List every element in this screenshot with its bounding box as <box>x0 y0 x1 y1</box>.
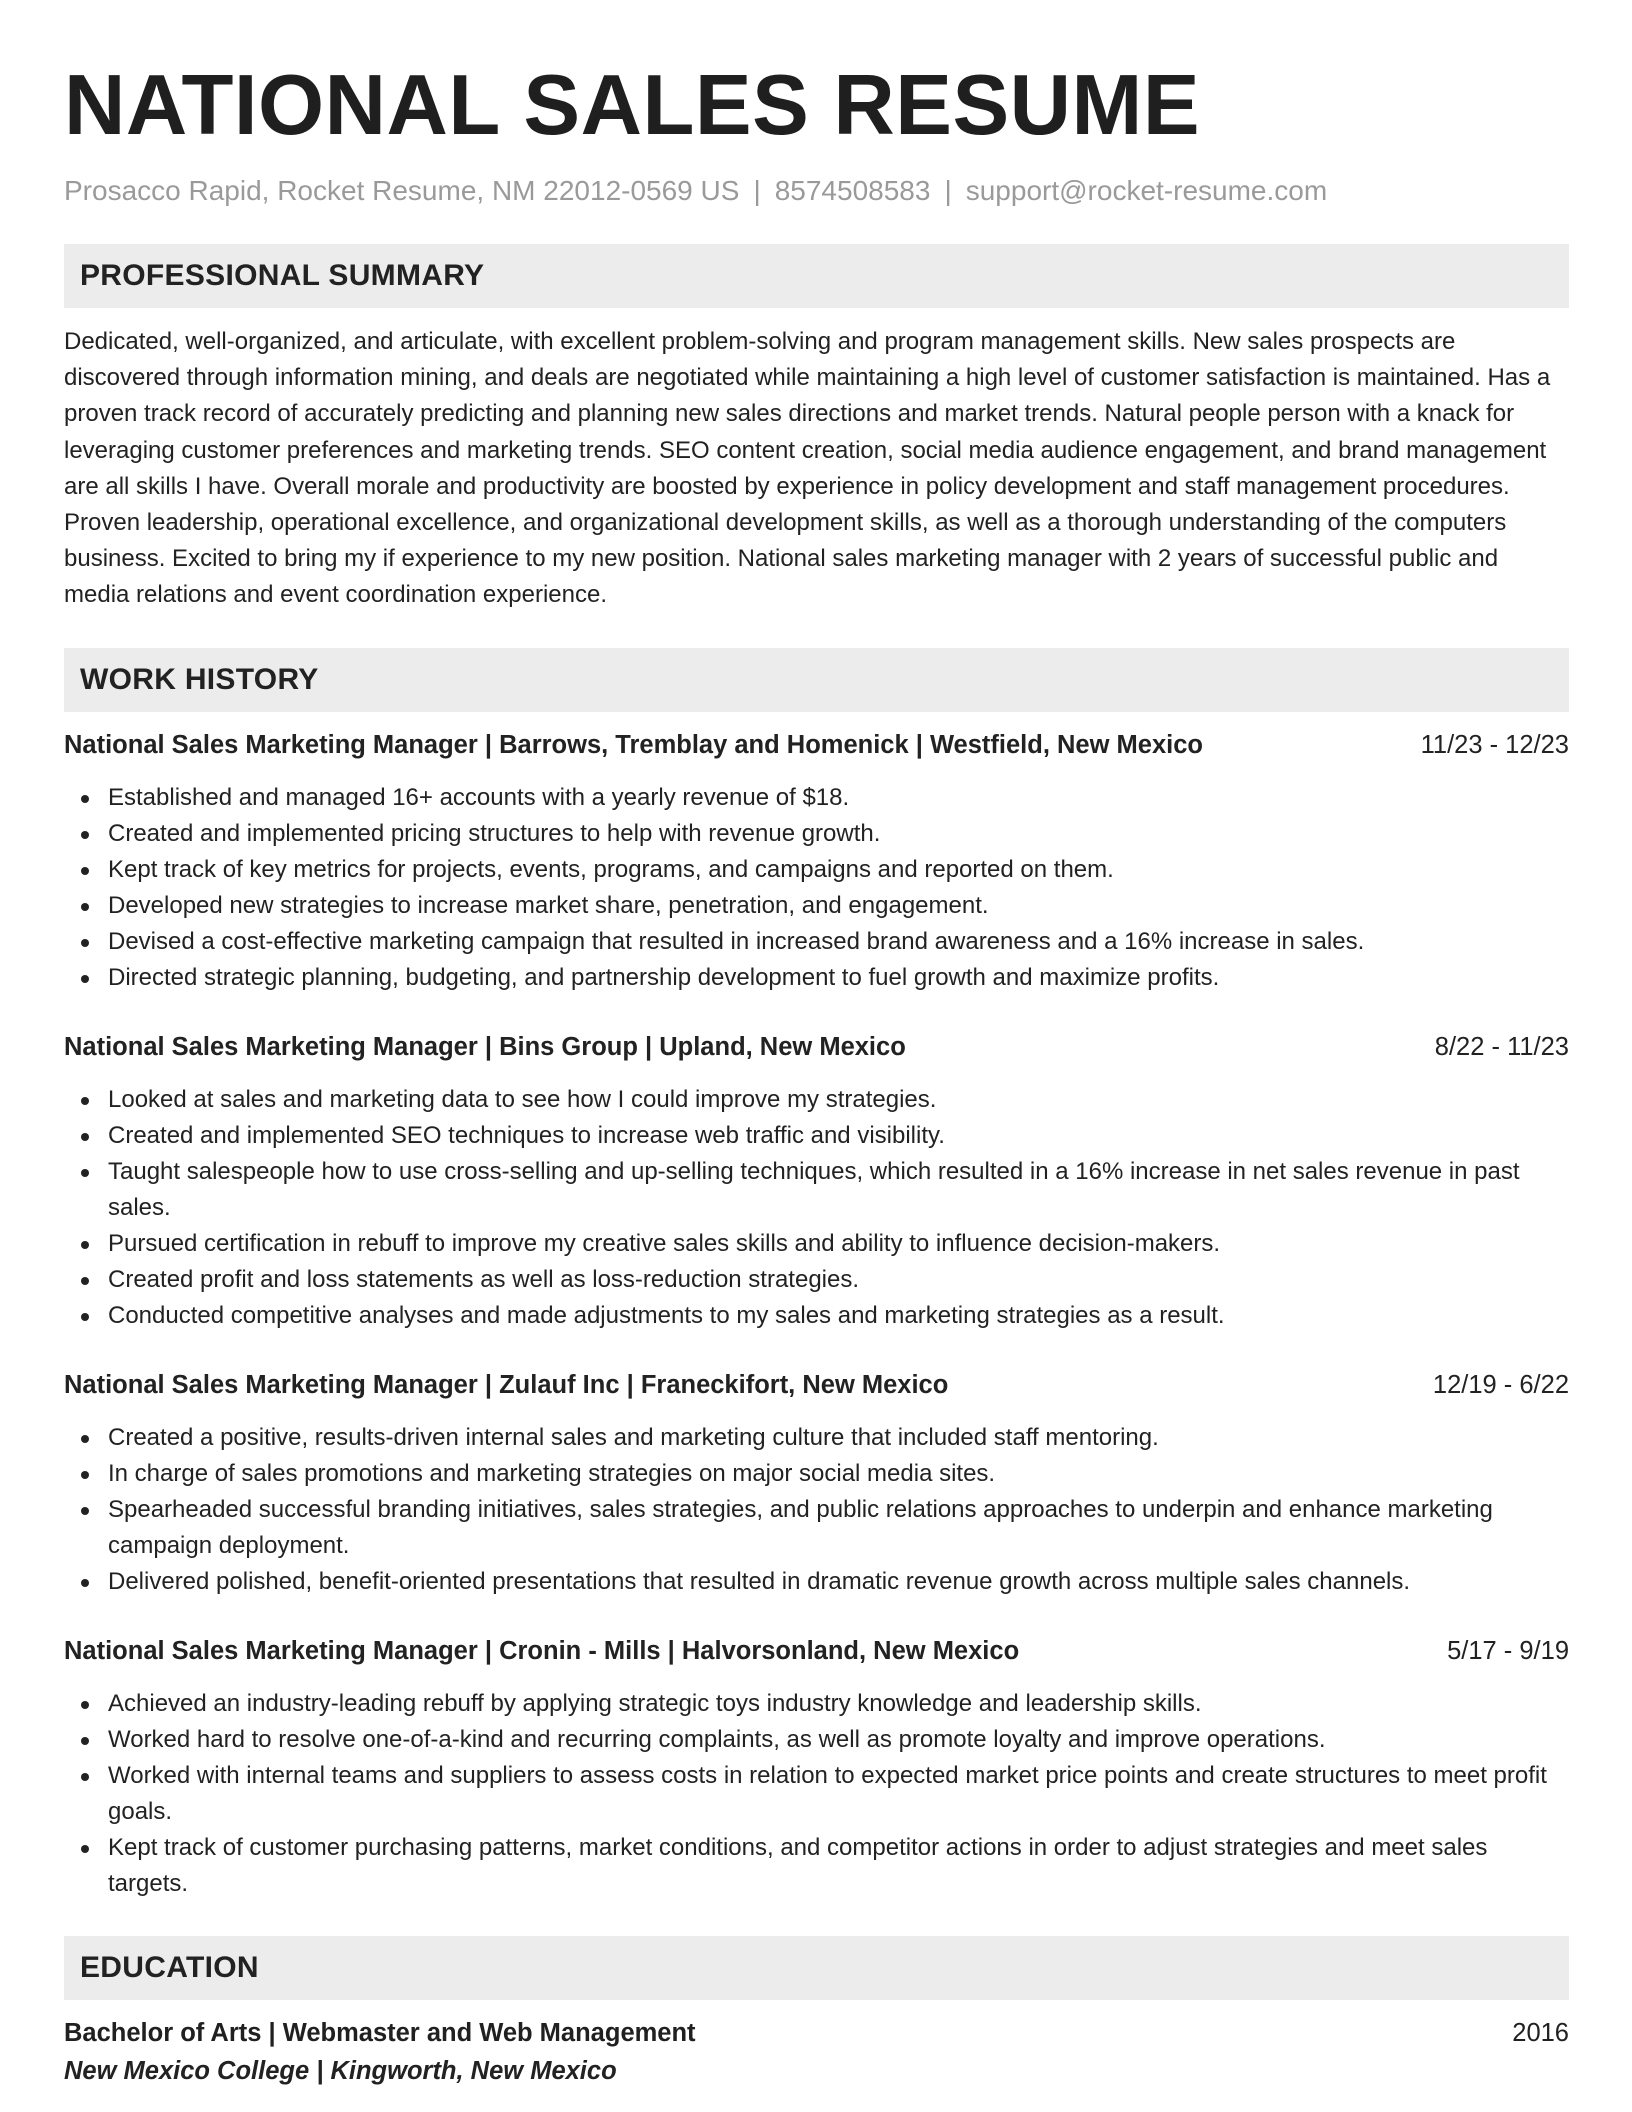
bullet-text: Devised a cost-effective marketing campaign that resulted in increased brand awareness and a 16% increase in sales. <box>108 927 1365 955</box>
bullet-item <box>108 780 1569 816</box>
bullet-item <box>108 1118 1569 1154</box>
bullet-item <box>108 1262 1569 1298</box>
bullet-text: Created and implemented pricing structures to help with revenue growth. <box>108 819 881 847</box>
bullet-item <box>108 852 1569 888</box>
education-header <box>64 2016 1569 2050</box>
bullet-icon <box>81 831 89 839</box>
job-bullets <box>64 1082 1569 1334</box>
contact-separator: | <box>944 175 952 206</box>
bullet-item <box>108 924 1569 960</box>
bullet-icon <box>81 1435 89 1443</box>
contact-line <box>64 174 1569 208</box>
bullet-text: Conducted competitive analyses and made adjustments to my sales and marketing strategies as a result. <box>108 1301 1225 1329</box>
bullet-item <box>108 816 1569 852</box>
job-dates: 8/22 - 11/23 <box>1434 1032 1569 1061</box>
job-dates: 5/17 - 9/19 <box>1447 1636 1569 1665</box>
bullet-item <box>108 1564 1569 1600</box>
section-header-work-history: WORK HISTORY <box>64 648 1569 712</box>
bullet-text: Kept track of customer purchasing patterns, market conditions, and competitor actions in order to adjust strategies and meet sales targets. <box>108 1833 1488 1897</box>
bullet-item <box>108 1830 1569 1902</box>
job-header <box>64 728 1569 762</box>
bullet-item <box>108 1492 1569 1564</box>
bullet-icon <box>81 867 89 875</box>
job-dates: 12/19 - 6/22 <box>1432 1370 1569 1399</box>
bullet-text: Established and managed 16+ accounts with a yearly revenue of $18. <box>108 783 850 811</box>
job-header <box>64 1634 1569 1668</box>
bullet-text: Taught salespeople how to use cross-selling and up-selling techniques, which resulted in a 16% increase in net sales revenue in past sales. <box>108 1157 1520 1221</box>
job-title: National Sales Marketing Manager | Barrows, Tremblay and Homenick | Westfield, New Mexico <box>64 730 1203 759</box>
bullet-text: Delivered polished, benefit-oriented presentations that resulted in dramatic revenue growth across multiple sales channels. <box>108 1567 1411 1595</box>
bullet-item <box>108 1686 1569 1722</box>
job-entry <box>64 1368 1569 1600</box>
resume-title: NATIONAL SALES RESUME <box>64 58 1201 153</box>
job-entry <box>64 1634 1569 1902</box>
bullet-icon <box>81 795 89 803</box>
job-entry <box>64 1030 1569 1334</box>
education-year: 2016 <box>1512 2018 1569 2047</box>
bullet-item <box>108 1154 1569 1226</box>
bullet-icon <box>81 903 89 911</box>
bullet-item <box>108 1082 1569 1118</box>
bullet-text: Directed strategic planning, budgeting, and partnership development to fuel growth and maximize profits. <box>108 963 1220 991</box>
bullet-item <box>108 1226 1569 1262</box>
job-bullets <box>64 1420 1569 1600</box>
bullet-icon <box>81 975 89 983</box>
bullet-text: Achieved an industry-leading rebuff by applying strategic toys industry knowledge and leadership skills. <box>108 1689 1202 1717</box>
bullet-text: Created and implemented SEO techniques to increase web traffic and visibility. <box>108 1121 945 1149</box>
summary-text: Dedicated, well-organized, and articulate, with excellent problem-solving and program management skills. New sales prospects are discovered through information mining, and deals are negotiated while maintaining a high level of customer satisfaction is maintained. Has a proven track record of accurately predicting and planning new sales directions and market trends. Natural people person with a knack for leveraging customer preferences and marketing trends. SEO content creation, social media audience engagement, and brand management are all skills I have. Overall morale and productivity are boosted by experience in policy development and staff management procedures. Proven leadership, operational excellence, and organizational development skills, as well as a thorough understanding of the computers business. Excited to bring my if experience to my new position. National sales marketing manager with 2 years of successful public and media relations and event coordination experience. <box>64 328 1551 609</box>
bullet-item <box>108 1722 1569 1758</box>
bullet-item <box>108 1758 1569 1830</box>
education-degree: Bachelor of Arts | Webmaster and Web Management <box>64 2018 696 2047</box>
bullet-text: Created a positive, results-driven internal sales and marketing culture that included staff mentoring. <box>108 1423 1159 1451</box>
job-bullets <box>64 1686 1569 1902</box>
bullet-item <box>108 888 1569 924</box>
bullet-item <box>108 1456 1569 1492</box>
job-header <box>64 1030 1569 1064</box>
contact-email: support@rocket-resume.com <box>965 175 1328 206</box>
bullet-text: Spearheaded successful branding initiatives, sales strategies, and public relations approaches to underpin and enhance marketing campaign deployment. <box>108 1495 1493 1559</box>
bullet-text: In charge of sales promotions and marketing strategies on major social media sites. <box>108 1459 996 1487</box>
bullet-icon <box>81 1097 89 1105</box>
contact-phone: 8574508583 <box>774 175 931 206</box>
bullet-icon <box>81 939 89 947</box>
section-header-education: EDUCATION <box>64 1936 1569 2000</box>
education-entry <box>64 2016 1569 2088</box>
job-title: National Sales Marketing Manager | Zulauf Inc | Franeckifort, New Mexico <box>64 1370 949 1399</box>
job-title: National Sales Marketing Manager | Bins Group | Upland, New Mexico <box>64 1032 906 1061</box>
bullet-icon <box>81 1313 89 1321</box>
bullet-text: Worked with internal teams and suppliers to assess costs in relation to expected market price points and create structures to meet profit goals. <box>108 1761 1547 1825</box>
bullet-text: Created profit and loss statements as well as loss-reduction strategies. <box>108 1265 860 1293</box>
bullet-item <box>108 1420 1569 1456</box>
job-header <box>64 1368 1569 1402</box>
contact-address: Prosacco Rapid, Rocket Resume, NM 22012-0569 US <box>64 175 740 206</box>
bullet-item <box>108 1298 1569 1334</box>
job-bullets <box>64 780 1569 996</box>
bullet-icon <box>81 1241 89 1249</box>
bullet-icon <box>81 1169 89 1177</box>
bullet-text: Pursued certification in rebuff to improve my creative sales skills and ability to influence decision-makers. <box>108 1229 1221 1257</box>
bullet-icon <box>81 1579 89 1587</box>
contact-separator: | <box>753 175 761 206</box>
work-history-list <box>64 728 1569 1902</box>
job-title: National Sales Marketing Manager | Cronin - Mills | Halvorsonland, New Mexico <box>64 1636 1020 1665</box>
bullet-text: Worked hard to resolve one-of-a-kind and recurring complaints, as well as promote loyalty and improve operations. <box>108 1725 1326 1753</box>
bullet-icon <box>81 1773 89 1781</box>
education-school: New Mexico College | Kingworth, New Mexico <box>64 2056 617 2085</box>
bullet-icon <box>81 1737 89 1745</box>
bullet-icon <box>81 1133 89 1141</box>
bullet-icon <box>81 1471 89 1479</box>
bullet-icon <box>81 1277 89 1285</box>
bullet-icon <box>81 1701 89 1709</box>
bullet-text: Developed new strategies to increase market share, penetration, and engagement. <box>108 891 989 919</box>
section-header-professional-summary: PROFESSIONAL SUMMARY <box>64 244 1569 308</box>
job-entry <box>64 728 1569 996</box>
job-dates: 11/23 - 12/23 <box>1420 730 1569 759</box>
bullet-icon <box>81 1845 89 1853</box>
bullet-text: Looked at sales and marketing data to see how I could improve my strategies. <box>108 1085 937 1113</box>
bullet-item <box>108 960 1569 996</box>
bullet-text: Kept track of key metrics for projects, events, programs, and campaigns and reported on them. <box>108 855 1114 883</box>
bullet-icon <box>81 1507 89 1515</box>
